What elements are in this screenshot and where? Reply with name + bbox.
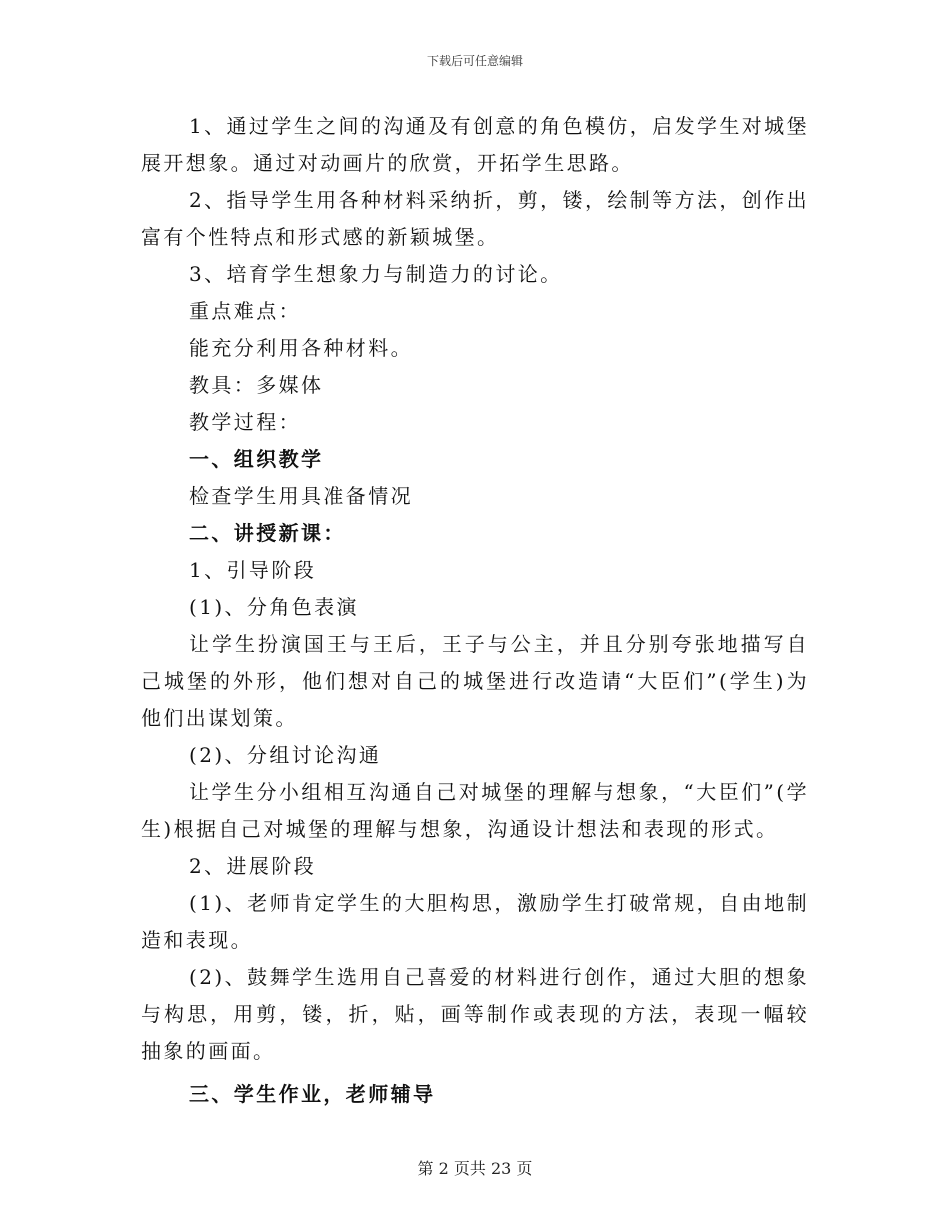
subheading-group-discussion: (2)、分组讨论沟通 bbox=[189, 743, 382, 767]
teaching-aids: 教具：多媒体 bbox=[189, 373, 324, 397]
paragraph-objective-2: 2、指导学生用各种材料采纳折，剪，镂，绘制等方法，创作出富有个性特点和形式感的新颖城堡。 bbox=[141, 188, 809, 249]
section-heading-1: 一、组织教学 bbox=[189, 447, 324, 471]
subheading-role-play: (1)、分角色表演 bbox=[189, 595, 359, 619]
subheading-guide-stage: 1、引导阶段 bbox=[189, 558, 317, 582]
paragraph-role-play: 让学生扮演国王与王后，王子与公主，并且分别夸张地描写自己城堡的外形，他们想对自己的城堡进行改造请“大臣们”(学生)为他们出谋划策。 bbox=[141, 632, 809, 730]
document-body bbox=[141, 108, 809, 1113]
key-difficulty-heading: 重点难点： bbox=[189, 299, 301, 323]
paragraph-objective-3: 3、培育学生想象力与制造力的讨论。 bbox=[189, 262, 563, 286]
section-heading-2: 二、讲授新课： bbox=[189, 521, 346, 545]
paragraph-development-1: (1)、老师肯定学生的大胆构思，激励学生打破常规，自由地制造和表现。 bbox=[141, 891, 809, 952]
paragraph-check-supplies: 检查学生用具准备情况 bbox=[189, 484, 413, 508]
subheading-development-stage: 2、进展阶段 bbox=[189, 854, 317, 878]
page-header: 下载后可任意编辑 bbox=[426, 54, 523, 68]
teaching-process-heading: 教学过程： bbox=[189, 410, 301, 434]
paragraph-objective-1: 1、通过学生之间的沟通及有创意的角色模仿，启发学生对城堡展开想象。通过对动画片的欣赏，开拓学生思路。 bbox=[141, 114, 809, 175]
section-heading-3: 三、学生作业，老师辅导 bbox=[189, 1082, 436, 1106]
page-footer: 第 2 页共 23 页 bbox=[417, 1159, 533, 1178]
paragraph-development-2: (2)、鼓舞学生选用自己喜爱的材料进行创作，通过大胆的想象与构思，用剪，镂，折，贴，画等制作或表现的方法，表现一幅较抽象的画面。 bbox=[141, 965, 809, 1063]
paragraph-group-discussion: 让学生分小组相互沟通自己对城堡的理解与想象，“大臣们”(学生)根据自己对城堡的理解与想象，沟通设计想法和表现的形式。 bbox=[141, 780, 809, 841]
key-difficulty-text: 能充分利用各种材料。 bbox=[189, 336, 413, 360]
